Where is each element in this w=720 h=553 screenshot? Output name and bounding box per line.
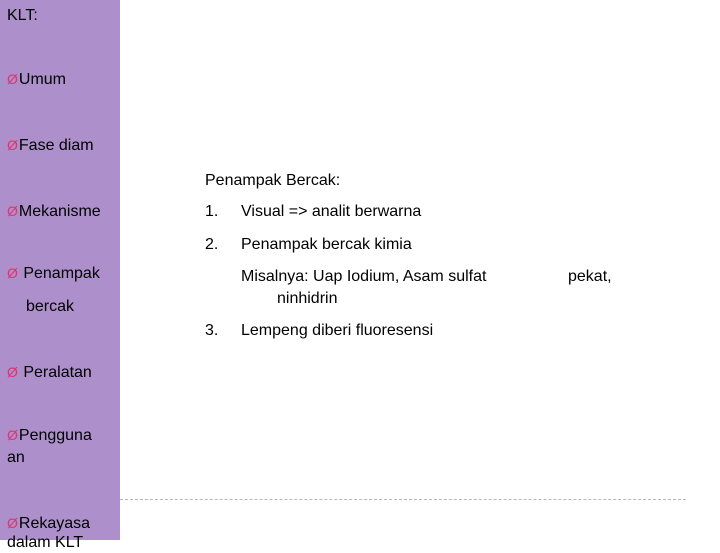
sidebar-item-label: Rekayasa [18, 515, 91, 532]
sidebar-item-label-line2: dalam KLT [7, 534, 84, 551]
sidebar-item-fase-diam[interactable] [7, 135, 94, 156]
arrow-bullet-icon: Ø [7, 71, 18, 87]
arrow-bullet-icon: Ø [7, 137, 18, 153]
list-number: 2. [205, 236, 219, 253]
sidebar-item-label: Peralatan [18, 364, 92, 381]
sub-text-line1-end: pekat, [568, 268, 612, 285]
main-heading: Penampak Bercak: [205, 172, 341, 189]
sidebar-item-label: Mekanisme [18, 203, 101, 220]
sidebar-item-label: Umum [18, 71, 66, 88]
arrow-bullet-icon: Ø [7, 364, 18, 380]
sidebar-item-label-line2: an [7, 449, 25, 466]
list-item-text: Visual => analit berwarna [241, 203, 422, 220]
arrow-bullet-icon: Ø [7, 203, 18, 219]
sidebar-item-penggunaan[interactable] [7, 425, 92, 446]
arrow-bullet-icon: Ø [7, 427, 18, 443]
list-item-text: Penampak bercak kimia [241, 236, 412, 253]
footer-divider [120, 499, 686, 500]
sidebar-item-penampak-bercak[interactable] [7, 263, 100, 284]
list-number: 3. [205, 322, 219, 339]
sub-text-line1: Misalnya: Uap Iodium, Asam sulfat [241, 268, 487, 285]
sidebar-item-rekayasa[interactable] [7, 513, 90, 534]
sidebar-item-umum[interactable] [7, 69, 66, 90]
sidebar-item-label: Pengguna [18, 427, 92, 444]
arrow-bullet-icon: Ø [7, 515, 18, 531]
sidebar-item-label-line2: bercak [26, 298, 75, 315]
sidebar-item-peralatan[interactable] [7, 362, 92, 383]
sidebar-title: KLT: [7, 7, 38, 24]
list-number: 1. [205, 203, 219, 220]
sidebar-item-label: Fase diam [18, 137, 94, 154]
arrow-bullet-icon: Ø [7, 265, 18, 281]
sidebar-item-mekanisme[interactable] [7, 201, 101, 222]
sub-text-line2: ninhidrin [277, 290, 338, 307]
list-item-text: Lempeng diberi fluoresensi [241, 322, 434, 339]
sidebar-item-label: Penampak [18, 265, 100, 282]
